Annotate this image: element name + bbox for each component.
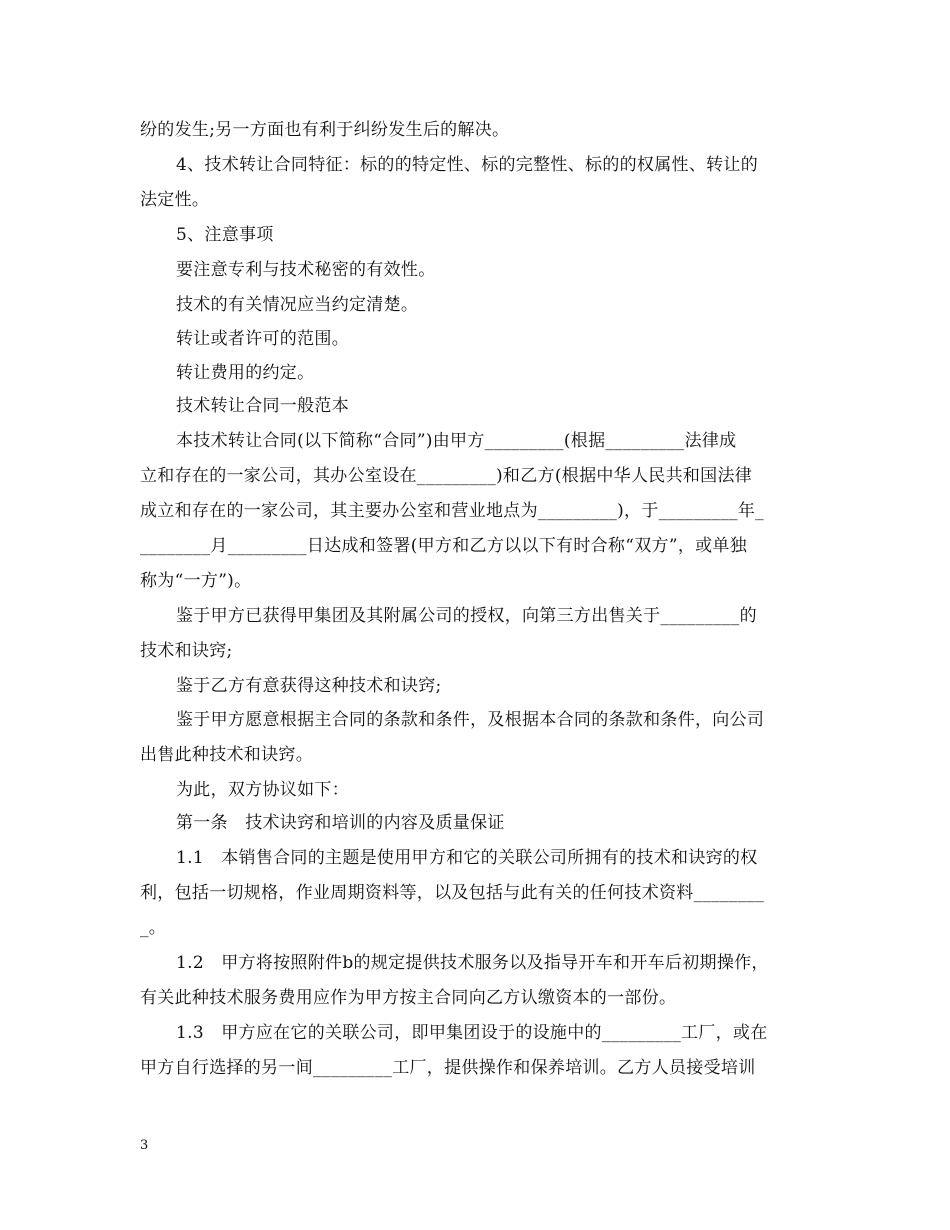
section-heading: 5、注意事项 [176, 225, 274, 245]
text-line: 1.1 本销售合同的主题是使用甲方和它的关联公司所拥有的技术和诀窍的权 [176, 848, 758, 868]
page-number: 3 [140, 1138, 149, 1153]
text-line: 技术和诀窍; [140, 641, 233, 661]
text-line: 法定性。 [140, 190, 210, 210]
text-line: ________月_________日达成和签署(甲方和乙方以以下有时合称“双方”，或单独 [140, 536, 748, 556]
text-line: 立和存在的一家公司，其办公室设在_________)和乙方(根据中华人民共和国法律 [140, 466, 753, 486]
text-line: 鉴于甲方已获得甲集团及其附属公司的授权，向第三方出售关于_________的 [176, 606, 757, 626]
text-line: 称为“一方”)。 [140, 571, 252, 591]
text-line: 出售此种技术和诀窍。 [140, 745, 313, 765]
text-line: 1.2 甲方将按照附件b的规定提供技术服务以及指导开车和开车后初期操作， [176, 953, 769, 973]
text-line: 本技术转让合同(以下简称“合同”)由甲方_________(根据_________法律成 [176, 431, 737, 451]
text-line: 要注意专利与技术秘密的有效性。 [176, 260, 436, 280]
text-line: 有关此种技术服务费用应作为甲方按主合同向乙方认缴资本的一部份。 [140, 988, 677, 1008]
text-line: 成立和存在的一家公司，其主要办公室和营业地点为_________)，于_________年_ [140, 501, 764, 521]
text-line: 转让费用的约定。 [176, 363, 315, 383]
section-heading: 技术转让合同一般范本 [176, 396, 349, 416]
text-line: _。 [140, 918, 167, 938]
text-line: 甲方自行选择的另一间_________工厂，提供操作和保养培训。乙方人员接受培训 [140, 1058, 756, 1078]
text-line: 纷的发生;另一方面也有利于纠纷发生后的解决。 [140, 120, 510, 140]
text-line: 技术的有关情况应当约定清楚。 [176, 295, 419, 315]
text-line: 1.3 甲方应在它的关联公司，即甲集团设于的设施中的_________工厂，或在 [176, 1023, 768, 1043]
text-line: 鉴于乙方有意获得这种技术和诀窍; [176, 676, 442, 696]
text-line: 利，包括一切规格，作业周期资料等，以及包括与此有关的任何技术资料________ [140, 883, 764, 903]
text-line: 鉴于甲方愿意根据主合同的条款和条件，及根据本合同的条款和条件，向公司 [176, 710, 765, 730]
text-line: 为此，双方协议如下： [176, 780, 349, 800]
article-heading: 第一条 技术诀窍和培训的内容及质量保证 [176, 813, 505, 833]
text-line: 转让或者许可的范围。 [176, 329, 349, 349]
text-line: 4、技术转让合同特征：标的的特定性、标的完整性、标的的权属性、转让的 [176, 155, 759, 175]
